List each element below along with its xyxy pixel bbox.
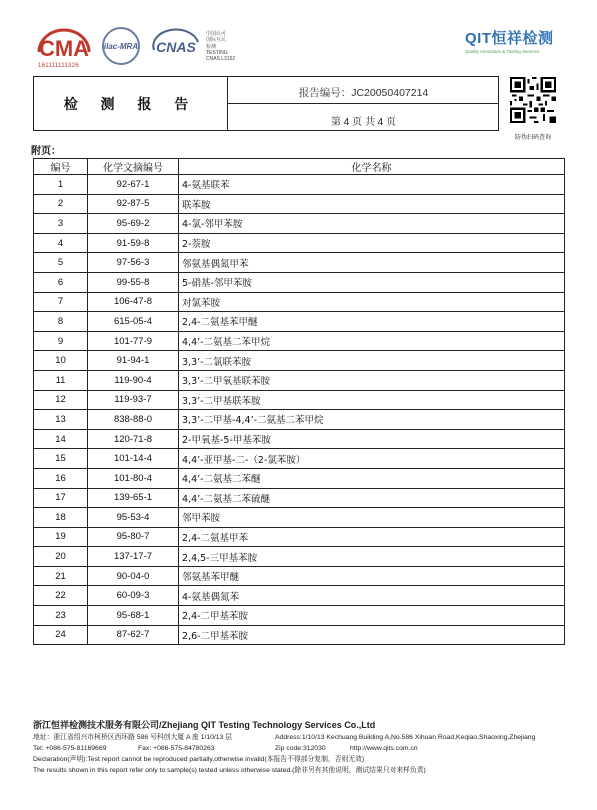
- row-number: 22: [34, 586, 88, 606]
- address-en: Address:1/10/13 Kechuang Building A,No.586 Xihuan Road,Keqiao,Shaoxing,Zhejiang: [275, 734, 536, 741]
- column-header-name: 化学名称: [179, 159, 565, 175]
- footer: [33, 718, 573, 776]
- table-row: [34, 233, 565, 253]
- cnas-accreditation-text: [206, 31, 235, 62]
- row-number: 14: [34, 429, 88, 449]
- row-number: 9: [34, 331, 88, 351]
- row-number: 1: [34, 175, 88, 195]
- row-number: 24: [34, 625, 88, 645]
- divider: [227, 103, 498, 104]
- cas-number: 90-04-0: [88, 566, 179, 586]
- report-header-box: [33, 76, 499, 131]
- cas-number: 838-88-0: [88, 410, 179, 430]
- row-number: 8: [34, 312, 88, 332]
- results-note: The results shown in this report refer only to sample(s) tested unless otherwise stated.(除非另有其他说明，测试结果只对来样负责): [33, 767, 426, 774]
- column-header-cas: 化学文摘编号: [88, 159, 179, 175]
- table-row: [34, 468, 565, 488]
- table-header-row: [34, 159, 565, 175]
- qr-code-icon[interactable]: [510, 77, 556, 123]
- row-number: 13: [34, 410, 88, 430]
- row-number: 19: [34, 527, 88, 547]
- company-name: 浙江恒祥检测技术服务有限公司/Zhejiang QIT Testing Technology Services Co.,Ltd: [33, 720, 376, 730]
- row-number: 23: [34, 606, 88, 626]
- qit-logo-text: QIT恒祥检测: [465, 30, 554, 47]
- chemical-name: 4-氨基联苯: [179, 175, 565, 195]
- chemical-name: 2,4-二氨基甲苯: [179, 527, 565, 547]
- table-row: [34, 449, 565, 469]
- cas-number: 119-90-4: [88, 370, 179, 390]
- qit-logo-subtitle: Quality Innovation & Testing Services: [465, 49, 540, 54]
- table-row: [34, 429, 565, 449]
- table-row: [34, 292, 565, 312]
- report-title: 检 测 报 告: [63, 97, 198, 113]
- row-number: 4: [34, 233, 88, 253]
- row-number: 2: [34, 194, 88, 214]
- cma-number: 161111111326: [38, 63, 79, 69]
- row-number: 21: [34, 566, 88, 586]
- chemical-name: 4,4’-二氨基二苯甲烷: [179, 331, 565, 351]
- chemical-name: 邻甲苯胺: [179, 508, 565, 528]
- cas-number: 92-87-5: [88, 194, 179, 214]
- cas-number: 95-68-1: [88, 606, 179, 626]
- table-row: [34, 194, 565, 214]
- table-row: [34, 566, 565, 586]
- row-number: 11: [34, 370, 88, 390]
- row-number: 17: [34, 488, 88, 508]
- table-row: [34, 214, 565, 234]
- table-row: [34, 488, 565, 508]
- cnas-logo: [150, 28, 202, 64]
- column-header-no: 编号: [34, 159, 88, 175]
- chemical-name: 4-氨基偶氮苯: [179, 586, 565, 606]
- chemical-name: 3,3’-二甲基-4,4’-二氨基二苯甲烷: [179, 410, 565, 430]
- cnas-logo-text: CNAS: [156, 39, 196, 55]
- chemical-name: 2,4-二甲基苯胺: [179, 606, 565, 626]
- cas-number: 91-59-8: [88, 233, 179, 253]
- table-row: [34, 272, 565, 292]
- cas-number: 119-93-7: [88, 390, 179, 410]
- table-row: [34, 586, 565, 606]
- chemical-name: 4,4’-二氨基二苯醚: [179, 468, 565, 488]
- row-number: 3: [34, 214, 88, 234]
- table-row: [34, 625, 565, 645]
- cas-number: 615-05-4: [88, 312, 179, 332]
- cas-number: 101-80-4: [88, 468, 179, 488]
- declaration: Declaration(声明):Test report cannot be reproduced partially,otherwise invalid(本报告不得部分复制，否则无效): [33, 756, 365, 763]
- appendix-label: 附页：: [31, 146, 61, 157]
- chemical-name: 2-甲氧基-5-甲基苯胺: [179, 429, 565, 449]
- table-row: [34, 410, 565, 430]
- chemical-name: 对氯苯胺: [179, 292, 565, 312]
- cnas-line: TESTING: [206, 49, 228, 56]
- cas-number: 91-94-1: [88, 351, 179, 371]
- row-number: 7: [34, 292, 88, 312]
- cas-number: 101-14-4: [88, 449, 179, 469]
- chemical-name: 邻氨基苯甲醚: [179, 566, 565, 586]
- chemical-name: 4,4’-二氨基二苯硫醚: [179, 488, 565, 508]
- cas-number: 95-69-2: [88, 214, 179, 234]
- cas-number: 139-65-1: [88, 488, 179, 508]
- row-number: 5: [34, 253, 88, 273]
- cas-number: 92-67-1: [88, 175, 179, 195]
- qit-logo: [465, 27, 554, 54]
- chemical-name: 4,4’-亚甲基-二-（2-氯苯胺）: [179, 449, 565, 469]
- chemical-name: 2,6-二甲基苯胺: [179, 625, 565, 645]
- table-row: [34, 370, 565, 390]
- chemical-name: 3,3’-二甲基联苯胺: [179, 390, 565, 410]
- cas-number: 97-56-3: [88, 253, 179, 273]
- table-row: [34, 175, 565, 195]
- chemical-name: 3,3’-二甲氧基联苯胺: [179, 370, 565, 390]
- chemical-table: [33, 158, 565, 645]
- row-number: 20: [34, 547, 88, 567]
- row-number: 6: [34, 272, 88, 292]
- row-number: 10: [34, 351, 88, 371]
- cas-number: 87-62-7: [88, 625, 179, 645]
- table-row: [34, 390, 565, 410]
- row-number: 18: [34, 508, 88, 528]
- table-row: [34, 527, 565, 547]
- chemical-name: 2,4,5-三甲基苯胺: [179, 547, 565, 567]
- table-row: [34, 547, 565, 567]
- row-number: 16: [34, 468, 88, 488]
- cas-number: 95-80-7: [88, 527, 179, 547]
- ilac-logo-text: ilac-MRA: [103, 42, 139, 51]
- row-number: 12: [34, 390, 88, 410]
- cas-number: 137-17-7: [88, 547, 179, 567]
- chemical-name: 4-氯-邻甲苯胺: [179, 214, 565, 234]
- cnas-line: 中国认可: [206, 31, 227, 37]
- chemical-name: 3,3’-二氯联苯胺: [179, 351, 565, 371]
- chemical-name: 邻氨基偶氮甲苯: [179, 253, 565, 273]
- table-row: [34, 606, 565, 626]
- table-row: [34, 312, 565, 332]
- table-row: [34, 253, 565, 273]
- cas-number: 120-71-8: [88, 429, 179, 449]
- chemical-name: 2,4-二氨基苯甲醚: [179, 312, 565, 332]
- ilac-mra-logo: [96, 26, 146, 66]
- chemical-name: 2-萘胺: [179, 233, 565, 253]
- cas-number: 60-09-3: [88, 586, 179, 606]
- page-info: 第 4 页 共 4 页: [330, 117, 396, 128]
- cma-logo-text: CMA: [38, 36, 90, 61]
- cnas-line: 检测: [206, 43, 217, 50]
- website-link[interactable]: http://www.qits.com.cn: [350, 745, 418, 752]
- fax: Fax: +086-575-84780263: [138, 745, 215, 752]
- row-number: 15: [34, 449, 88, 469]
- zip-code: Zip code:312030: [275, 745, 326, 752]
- table-row: [34, 351, 565, 371]
- cnas-line: CNAS L3152: [206, 56, 236, 63]
- chemical-name: 5-硝基-邻甲苯胺: [179, 272, 565, 292]
- cas-number: 106-47-8: [88, 292, 179, 312]
- qr-caption: 防伪扫码查询: [514, 135, 551, 141]
- table-row: [34, 508, 565, 528]
- chemical-name: 联苯胺: [179, 194, 565, 214]
- cnas-line: 国际互认: [206, 37, 227, 44]
- cas-number: 99-55-8: [88, 272, 179, 292]
- report-number: 报告编号：JC20050407214: [298, 87, 429, 99]
- address-cn: 地址：浙江省绍兴市柯桥区西环路 586 号科创大厦 A 座 1/10/13 层: [33, 734, 233, 741]
- cas-number: 101-77-9: [88, 331, 179, 351]
- telephone: Tel: +086-575-81169669: [33, 745, 107, 752]
- table-row: [34, 331, 565, 351]
- cas-number: 95-53-4: [88, 508, 179, 528]
